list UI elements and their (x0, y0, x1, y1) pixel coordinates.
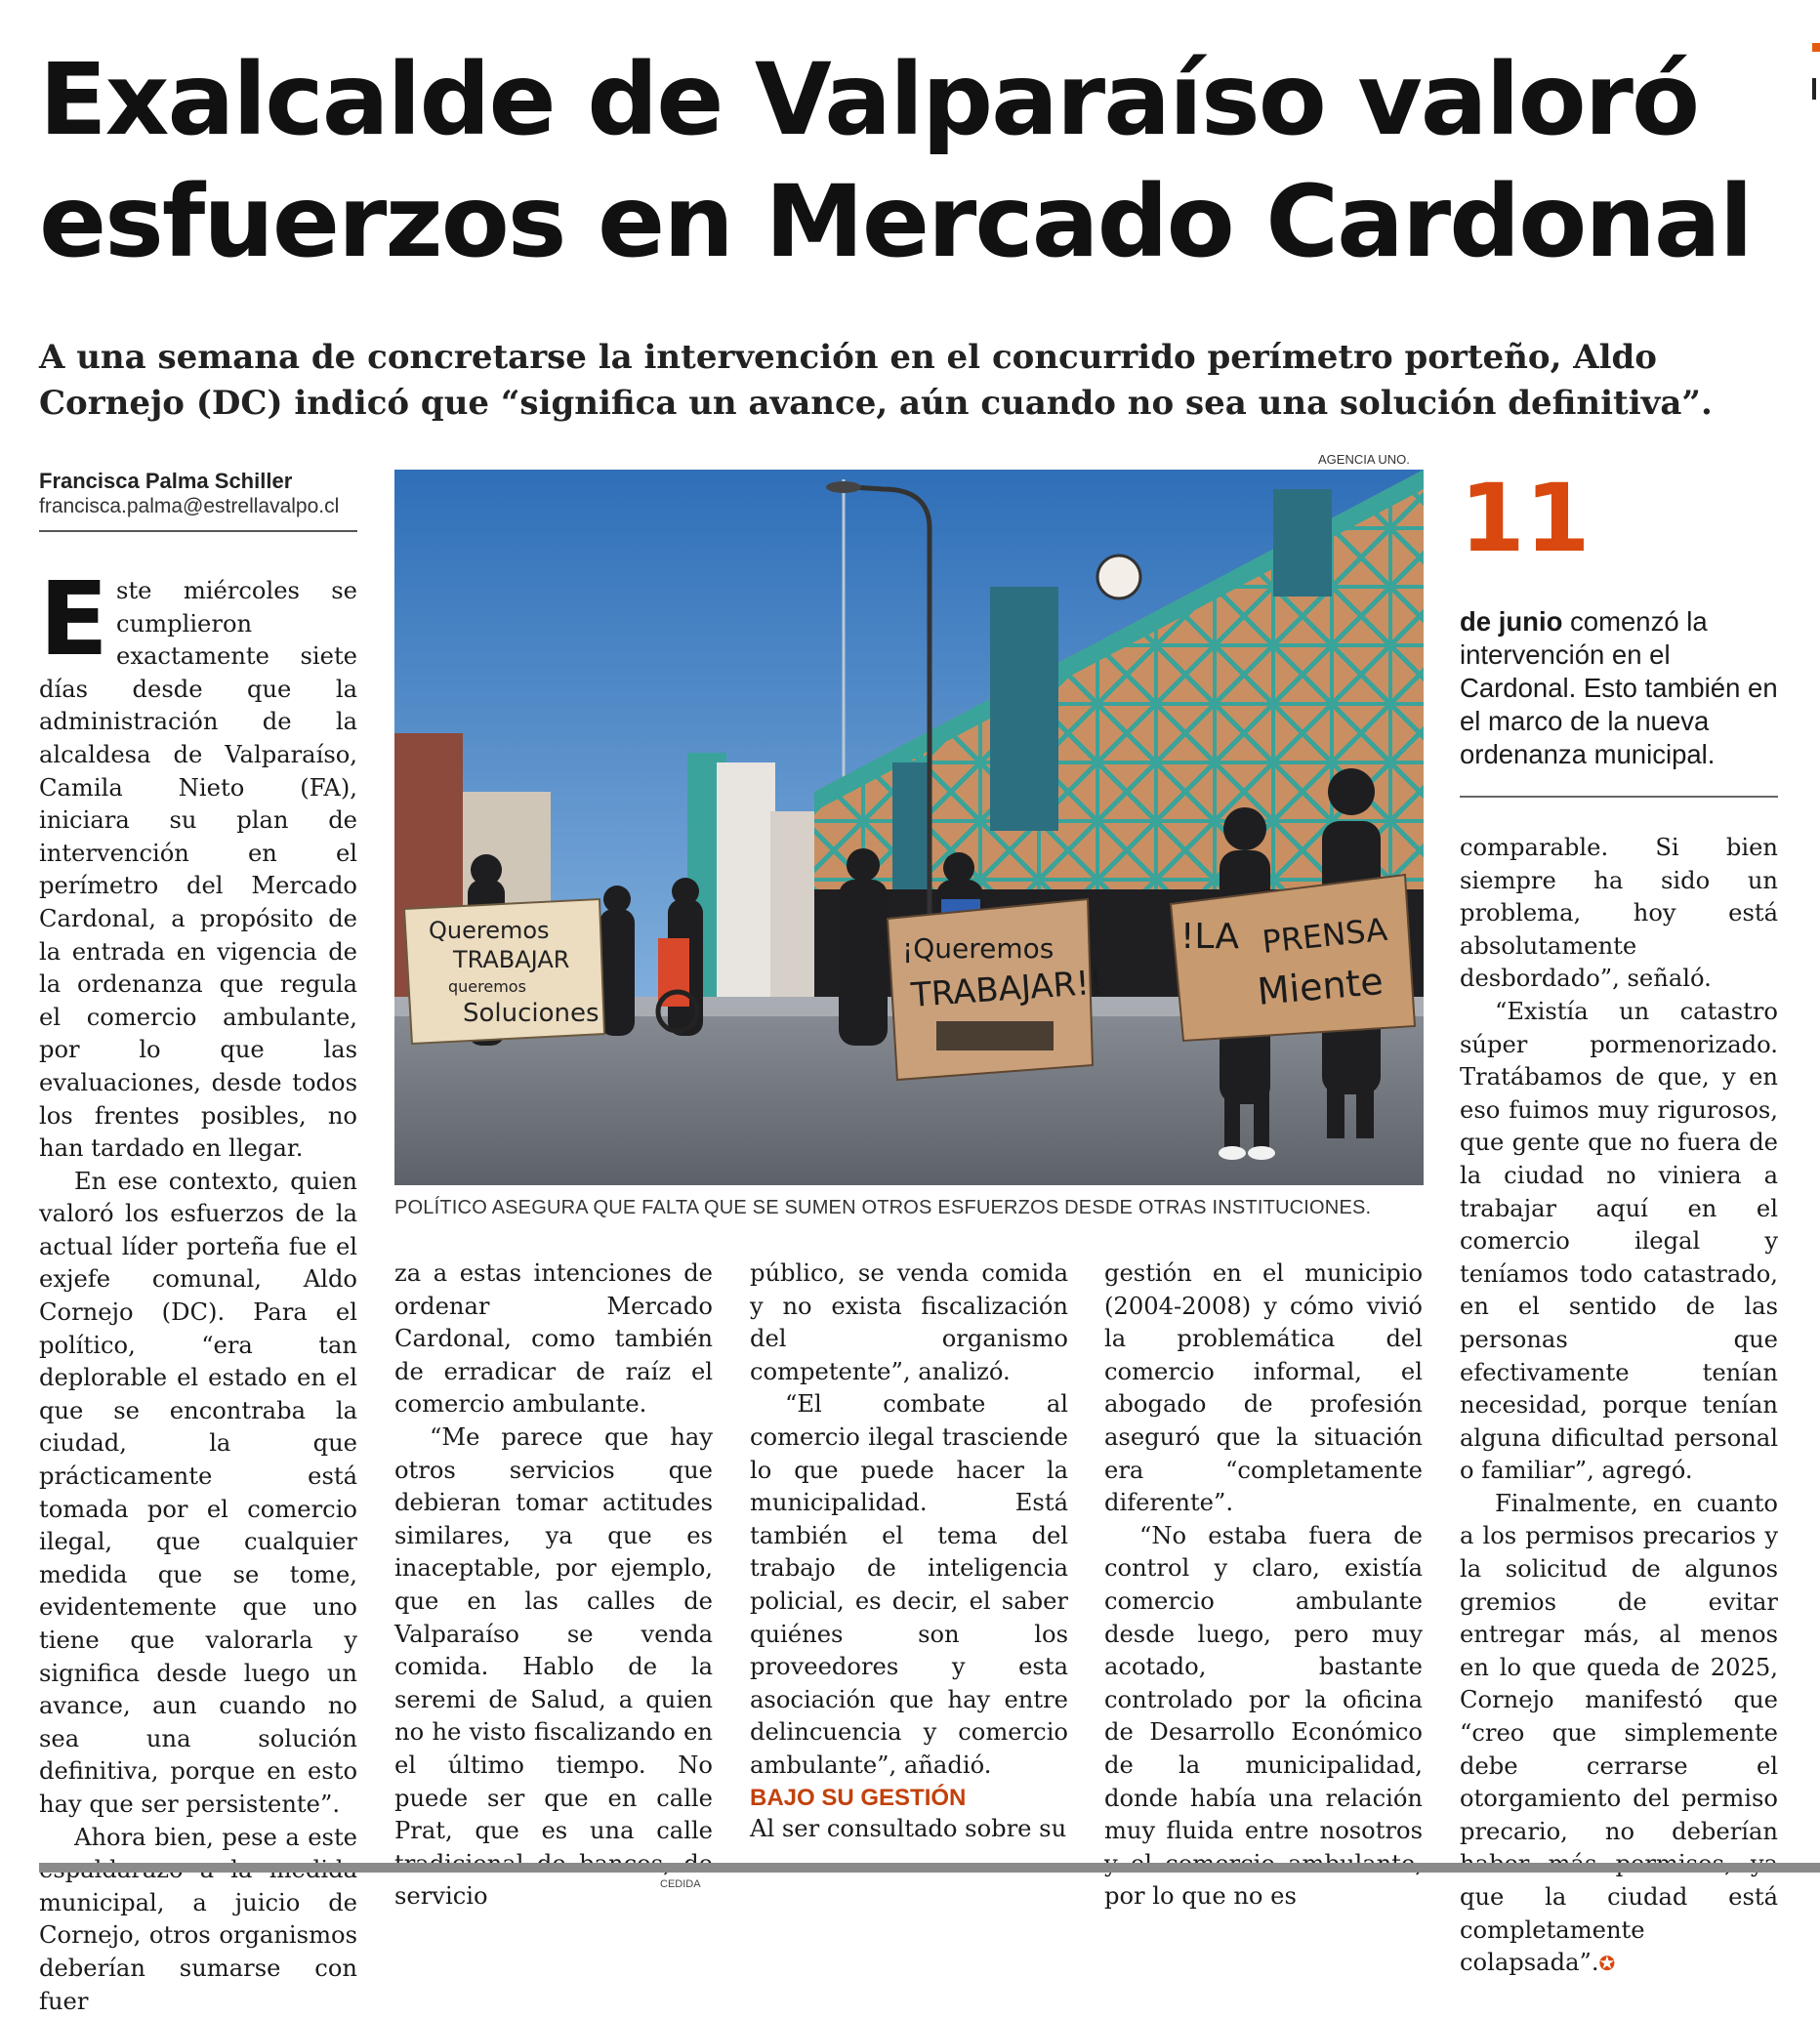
sign-middle-line-2: TRABAJAR!! (909, 963, 1104, 1015)
stat-number: 11 (1460, 464, 1591, 573)
body-column-5 (1460, 832, 1778, 1981)
photo-caption: POLÍTICO ASEGURA QUE FALTA QUE SE SUMEN OTROS ESFUERZOS DESDE OTRAS INSTITUCIONES. (394, 1197, 1372, 1218)
paragraph-4-start: “Me parece que hay otros servicios que debieran tomar actitudes similares, ya que es inaceptable, por ejemplo, que en las calles de Valparaíso se venda comida. Hablo de la seremi de Salud, a quien no he visto fiscalizando en el último tiempo. No puede ser que en calle Prat, que es una calle servicio (394, 1422, 713, 1911)
stat-bold: de junio (1460, 606, 1563, 637)
paragraph-7-end: comparable. Si bien siempre ha sido un problema, hoy está absolutamente desbordado”, señaló. (1460, 834, 1778, 993)
paragraph-9 (1460, 1488, 1778, 1981)
protest-sign-middle (888, 899, 1104, 1080)
sign-left-line-4: Soluciones (463, 999, 600, 1028)
sign-middle-line-1: ¡Queremos (902, 932, 1055, 965)
subhead: BAJO SU GESTIÓN (750, 1784, 967, 1811)
sign-right-line-3: Miente (1255, 959, 1386, 1013)
paragraph-8: “Existía un catastro súper pormenorizado. Tratábamos de que, y en eso fuimos muy rigurosos, que gente que no fuera de la ciudad no viniera a trabajar aquí en el comercio ilegal y teníamos todo catastrado, en el sentido de las personas que efectivamente tenían necesidad, porque tenían alguna dificultad personal o familiar”, agregó. (1460, 997, 1778, 1485)
byline-email[interactable]: francisca.palma@estrellavalpo.cl (39, 495, 340, 517)
edge-accent-mark (1812, 43, 1820, 52)
paragraph-7-start: “No estaba fuera de control y claro, existía comercio ambulante desde luego, pero muy acotado, bastante controlado por la oficina de Desarrollo Económico de la municipalidad, donde había una relación muy fluida entre nosotros por lo que no es (1104, 1521, 1423, 1911)
paragraph-3-start: Ahora bien, pese a este municipal, a juicio de Cornejo, otros organismos deberían sumarse con fuer (39, 1823, 357, 2015)
stat-divider (1460, 796, 1778, 798)
byline-author: Francisca Palma Schiller (39, 469, 293, 493)
body-column-2 (394, 1257, 713, 1914)
deck: A una semana de concretarse la intervención en el concurrido perímetro porteño, Aldo Cornejo (DC) indicó que “significa un avance, aún cuando no sea una solución definitiva”. (39, 338, 1713, 423)
protest-sign-right (1171, 875, 1415, 1041)
paragraph-4-end: público, se venda comida y no exista fiscalización del organismo competente”, analizó. (750, 1259, 1068, 1385)
footer-tag: CEDIDA (660, 1878, 701, 1890)
sign-left-line-3: queremos (448, 977, 526, 996)
byline-divider (39, 530, 357, 532)
bottom-bar (39, 1863, 1820, 1873)
headline: Exalcalde de Valparaíso valoró esfuerzos en Mercado Cardonal (39, 42, 1752, 280)
sign-right-line-1: !LA (1180, 917, 1239, 957)
protest-sign-left (404, 899, 604, 1044)
paragraph-3-end: za a estas intenciones de ordenar Mercado Cardonal, como también de erradicar de raíz el comercio ambulante. (394, 1259, 713, 1419)
paragraph-1-text: ste miércoles se cumplieron exactamente siete días desde que la administración de la alcaldesa de Valparaíso, Camila Nieto (FA), iniciara su plan de intervención en el perímetro del Mercado Cardonal, a propósito de la entrada en vigencia de la ordenanza que regula el comercio ambulante, por lo que las evaluaciones, desde todos los frentes posibles, no han tardado en llegar. (39, 577, 357, 1163)
sign-left-line-1: Queremos (429, 917, 550, 944)
paragraph-2: En ese contexto, quien valoró los esfuerzos de la actual líder porteña fue el exjefe comunal, Aldo Cornejo (DC). Para el político, “era tan deplorable el estado en el que se encontraba la ciudad, la que prácticamente está tomada por el comercio ilegal, que cualquier medida que se tome, evidentemente que uno tiene que valorarla y significa desde luego un avance, aun cuando no sea una solución definitiva, porque en esto hay que ser persistente”. (39, 1167, 357, 1818)
photo-credit: AGENCIA UNO. (1318, 452, 1410, 467)
sign-left-line-2: TRABAJAR (453, 946, 570, 973)
stat-text (1460, 605, 1778, 771)
paragraph-6-end: gestión en el municipio (2004-2008) y cómo vivió la problemática del comercio informal, el abogado de profesión aseguró que la situación era “completamente diferente”. (1104, 1259, 1423, 1517)
paragraph-5: “El combate al comercio ilegal trasciende lo que puede hacer la municipalidad. Está también el tema del trabajo de inteligencia policial, es decir, el saber quiénes son los proveedores y esta asociación que hay entre delincuencia y comercio ambulante”, añadió. (750, 1390, 1068, 1779)
paragraph-6-start: Al ser consultado sobre su (750, 1814, 1067, 1842)
sign-right-line-2: PRENSA (1260, 910, 1389, 961)
paragraph-1 (39, 559, 357, 1166)
dropcap: E (39, 559, 109, 679)
body-column-3 (750, 1257, 1068, 1845)
body-column-1 (39, 559, 357, 2018)
stat-body: comenzó la intervención en el Cardonal. Esto también en el marco de la nueva ordenanza municipal. (1460, 606, 1778, 769)
paragraph-9-text: Finalmente, en cuanto a los permisos precarios y la solicitud de algunos gremios de evitar entregar más, al menos en lo que queda de 2025, Cornejo manifestó que “creo que simplemente debe cerrarse el otorgamiento del permiso precario, no deberían que la ciudad está completamente colapsada”. (1460, 1489, 1778, 1977)
edge-line-mark (1812, 78, 1816, 100)
photo (394, 470, 1424, 1185)
protest-photo (394, 470, 1424, 1185)
body-column-4 (1104, 1257, 1423, 1914)
end-mark-icon: ✪ (1598, 1952, 1616, 1976)
